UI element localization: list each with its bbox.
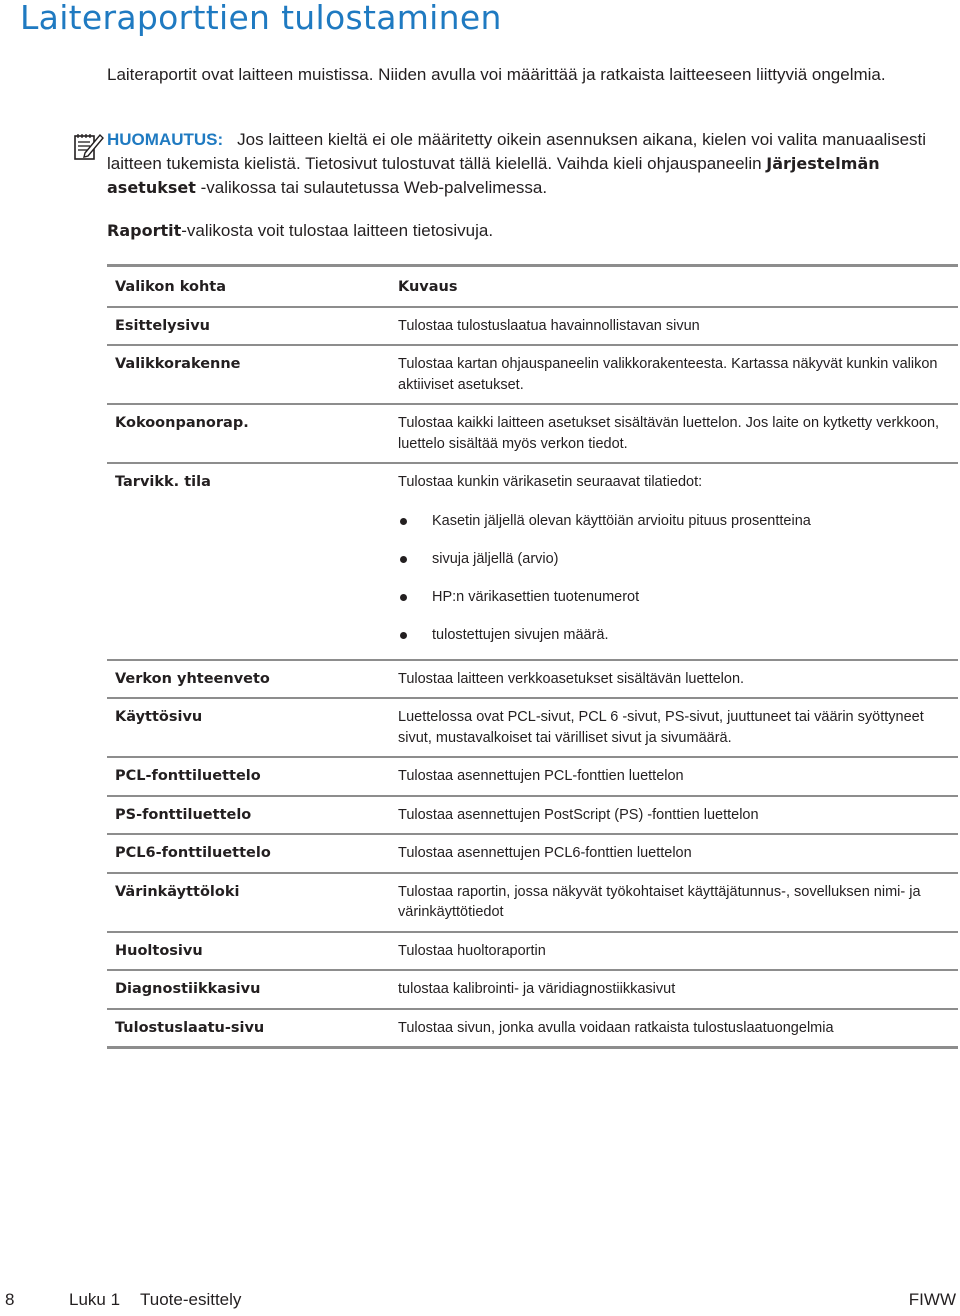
table-row [107, 835, 958, 874]
row-desc: Tulostaa kaikki laitteen asetukset sisältävän luettelon. Jos laite on kytketty verkkoon, luettelo sisältää myös verkon tiedot. [398, 415, 940, 452]
note-bold-menu: Järjestelmän asetukset [107, 154, 880, 197]
chapter-label: Luku 1 [69, 1290, 121, 1309]
table-row [107, 699, 958, 758]
row-desc: Tulostaa raportin, jossa näkyvät työkohtaiset käyttäjätunnus-, sovelluksen nimi- ja värinkäyttötiedot [398, 883, 921, 920]
row-item: Värinkäyttöloki [115, 883, 240, 900]
table-row [107, 874, 958, 933]
row-desc: Tulostaa asennettujen PostScript (PS) -fonttien luettelon [398, 806, 759, 823]
list-item: sivuja jäljellä (arvio) [398, 549, 950, 569]
row-item: PS-fonttiluettelo [115, 806, 252, 823]
header-item: Valikon kohta [115, 279, 226, 295]
table-row [107, 758, 958, 797]
row-item: PCL6-fonttiluettelo [115, 845, 271, 861]
row-desc: Luettelossa ovat PCL-sivut, PCL 6 -sivut, PS-sivut, juuttuneet tai väärin syöttyneet sivut, mustavalkoiset tai värilliset sivut ja sivumäärä. [398, 709, 924, 746]
row-desc: Tulostaa kartan ohjauspaneelin valikkorakenteesta. Kartassa näkyvät kunkin valikon aktiiviset asetukset. [398, 356, 938, 393]
row-item: Kokoonpanorap. [115, 415, 249, 431]
row-desc-with-list [391, 464, 958, 659]
row-item: Verkon yhteenveto [115, 670, 270, 687]
list-item: HP:n värikasettien tuotenumerot [398, 587, 950, 607]
row-item: Huoltosivu [115, 942, 203, 959]
reports-paragraph [107, 218, 493, 243]
table-row [107, 405, 958, 464]
reports-table [107, 264, 958, 1049]
note-icon [73, 131, 105, 161]
table-row [107, 933, 958, 972]
row-item: Tarvikk. tila [115, 474, 211, 490]
reports-menu-name: Raportit [107, 221, 182, 240]
row-desc: Tulostaa sivun, jonka avulla voidaan ratkaista tulostuslaatuongelmia [398, 1019, 834, 1036]
row-desc: Tulostaa tulostuslaatua havainnollistavan sivun [398, 317, 700, 334]
row-item: Käyttösivu [115, 709, 203, 725]
table-row [107, 971, 958, 1010]
row-desc: Tulostaa asennettujen PCL-fonttien luettelon [398, 768, 684, 784]
table-row [107, 308, 958, 347]
page-title: Laiteraporttien tulostaminen [20, 0, 502, 37]
table-row [107, 661, 958, 700]
table-header-row [107, 267, 958, 308]
note-label: HUOMAUTUS: [107, 130, 224, 149]
row-desc: tulostaa kalibrointi- ja väridiagnostiikkasivut [398, 981, 676, 997]
reports-text: -valikosta voit tulostaa laitteen tietosivuja. [181, 221, 494, 240]
language-code: FIWW [908, 1290, 956, 1309]
row-desc: Tulostaa asennettujen PCL6-fonttien luettelon [398, 845, 692, 861]
note-text-before: Jos laitteen kieltä ei ole määritetty oikein asennuksen aikana, kielen voi valita manuaalisesti laitteen tukemista kielistä. Tietosivut tulostuvat tällä kielellä. Vaihda kieli ohjauspaneelin [107, 130, 927, 173]
row-item: Esittelysivu [115, 317, 211, 334]
note-paragraph [107, 128, 947, 200]
table-row [107, 464, 958, 661]
list-item: tulostettujen sivujen määrä. [398, 625, 950, 645]
intro-paragraph: Laiteraportit ovat laitteen muistissa. Niiden avulla voi määrittää ja ratkaista laitteeseen liittyviä ongelmia. [107, 65, 886, 84]
table-row [107, 346, 958, 405]
list-item: Kasetin jäljellä olevan käyttöiän arvioitu pituus prosentteina [398, 511, 950, 531]
row-item: Diagnostiikkasivu [115, 981, 261, 997]
table-row [107, 1010, 958, 1050]
note-text-after: -valikossa tai sulautetussa Web-palvelimessa. [195, 178, 548, 197]
row-desc: Tulostaa kunkin värikasetin seuraavat tilatiedot: [398, 474, 703, 490]
table-row [107, 797, 958, 836]
row-item: Valikkorakenne [115, 356, 241, 372]
page-number: 8 [5, 1290, 15, 1309]
section-title: Tuote-esittely [140, 1290, 242, 1309]
row-desc: Tulostaa laitteen verkkoasetukset sisältävän luettelon. [398, 670, 745, 687]
row-item: Tulostuslaatu-sivu [115, 1019, 265, 1036]
header-desc: Kuvaus [398, 279, 458, 295]
row-desc: Tulostaa huoltoraportin [398, 942, 546, 959]
status-bullet-list [398, 511, 950, 645]
row-item: PCL-fonttiluettelo [115, 768, 261, 784]
